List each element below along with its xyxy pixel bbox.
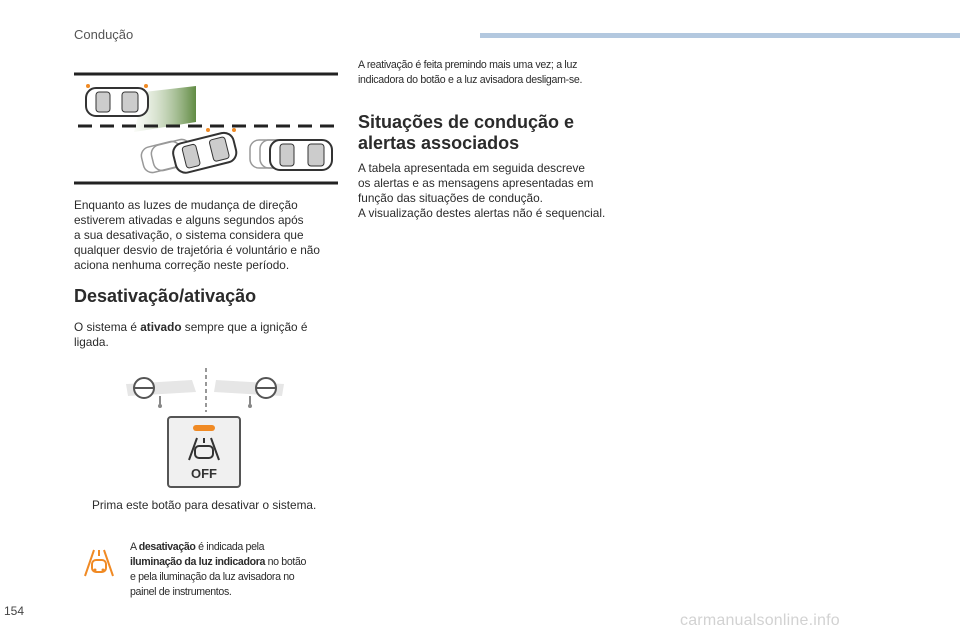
car-top <box>86 84 148 116</box>
instruction-step <box>74 498 316 513</box>
text: no botão <box>265 556 307 568</box>
text: A <box>130 541 139 553</box>
lane-change-illustration <box>74 70 338 188</box>
header-bar <box>480 33 960 38</box>
text-line: função das situações de condução. <box>358 191 543 205</box>
section-title: Condução <box>74 27 134 42</box>
section-heading-situations <box>358 112 574 154</box>
text-line: aciona nenhuma correção neste período. <box>74 258 290 272</box>
lane-warning-icon <box>82 546 116 580</box>
lane-assist-off-icon <box>167 416 241 488</box>
text: O sistema é <box>74 320 141 334</box>
page-number: 154 <box>4 604 25 618</box>
text-line: estiverem ativadas e alguns segundos após <box>74 213 304 227</box>
heading-line: Situações de condução e <box>358 112 575 132</box>
text: sempre que a ignição é <box>181 320 308 334</box>
text-line: A reativação é feita premindo mais uma vez; a luz <box>358 59 578 71</box>
text-line: painel de instrumentos. <box>130 586 232 598</box>
car-right <box>270 140 332 170</box>
text-line: A tabela apresentada em seguida descreve <box>358 161 585 175</box>
watermark: carmanualsonline.info <box>680 612 840 629</box>
bold-text: iluminação da luz indicadora <box>130 556 266 568</box>
deactivation-note <box>130 540 334 600</box>
text-line: qualquer desvio de trajetória é voluntário e não <box>74 243 320 257</box>
situations-paragraph <box>358 161 605 221</box>
reactivation-paragraph <box>358 58 582 88</box>
activation-paragraph <box>74 320 307 350</box>
intro-paragraph <box>74 198 320 273</box>
lane-assist-off-button[interactable] <box>167 416 241 488</box>
text-line: a sua desativação, o sistema considera que <box>74 228 304 242</box>
text-line: A visualização destes alertas não é sequencial. <box>358 206 606 220</box>
bold-text: desativação <box>138 541 196 553</box>
steering-wheel-icon <box>120 368 292 412</box>
text-line: indicadora do botão e a luz avisadora desligam-se. <box>358 74 583 86</box>
bold-text: ativado <box>140 320 182 334</box>
text: é indicada pela <box>195 541 265 553</box>
text-line: e pela iluminação da luz avisadora no <box>130 571 295 583</box>
section-heading-deactivation: Desativação/ativação <box>74 286 257 306</box>
text-line: os alertas e as mensagens apresentadas em <box>358 176 594 190</box>
car-middle <box>171 131 238 175</box>
heading-line: alertas associados <box>358 133 520 153</box>
text-line: ligada. <box>74 335 109 349</box>
text-line: Enquanto as luzes de mudança de direção <box>74 198 298 212</box>
off-label: OFF <box>191 466 217 481</box>
step-text: Prima este botão para desativar o sistema. <box>92 498 317 512</box>
